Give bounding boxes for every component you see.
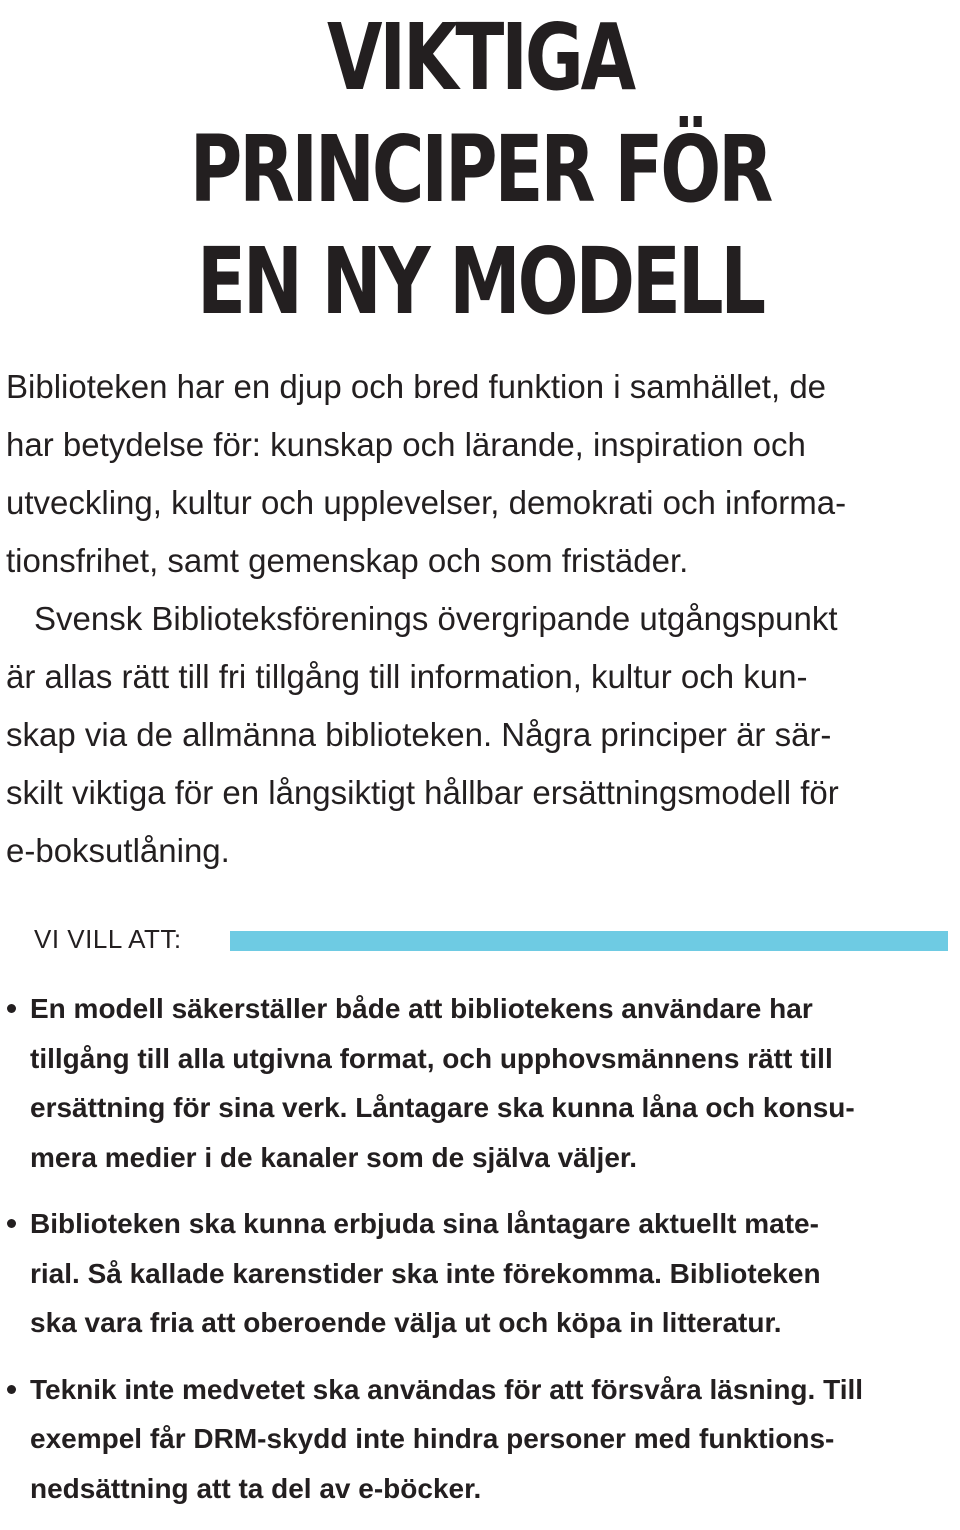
bullet-line: En modell säkerställer både att bibliotekens användare har <box>30 993 813 1024</box>
title-line: EN NY MODELL <box>196 228 764 335</box>
bullet-item <box>0 1199 948 1348</box>
bullet-line: ska vara fria att oberoende välja ut och köpa in litteratur. <box>30 1307 782 1338</box>
section-accent-bar <box>230 931 948 951</box>
page-title <box>106 0 855 338</box>
bullet-dot-icon <box>7 1385 16 1394</box>
bullet-line: ersättning för sina verk. Låntagare ska kunna låna och konsu- <box>30 1092 855 1123</box>
intro-line: skap via de allmänna biblioteken. Några principer är sär- <box>6 716 832 753</box>
bullet-line: Teknik inte medvetet ska användas för att försvåra läsning. Till <box>30 1373 864 1405</box>
bullet-dot-icon <box>7 1004 16 1013</box>
bullet-item <box>0 984 948 1182</box>
intro-line: är allas rätt till fri tillgång till information, kultur och kun- <box>6 658 808 695</box>
intro-line: skilt viktiga för en långsiktigt hållbar ersättningsmodell för <box>6 774 839 811</box>
section-header <box>34 918 950 968</box>
bullet-dot-icon <box>7 1219 16 1228</box>
bullet-line: exempel får DRM-skydd inte hindra personer med funktions- <box>30 1423 835 1454</box>
section-label: VI VILL ATT: <box>34 924 182 954</box>
intro-line: tionsfrihet, samt gemenskap och som fristäder. <box>6 542 689 579</box>
title-line: VIKTIGA <box>326 4 634 111</box>
bullet-line: tillgång till alla utgivna format, och upphovsmännens rätt till <box>30 1042 833 1074</box>
bullet-list <box>0 984 960 1530</box>
intro-line: e-boksutlåning. <box>6 832 230 869</box>
bullet-line: mera medier i de kanaler som de själva väljer. <box>30 1141 638 1173</box>
intro-line: Svensk Biblioteksförenings övergripande utgångspunkt <box>34 600 838 637</box>
title-line: PRINCIPER FÖR <box>189 116 771 223</box>
bullet-line: Biblioteken ska kunna erbjuda sina låntagare aktuellt mate- <box>30 1208 819 1239</box>
intro-line: utveckling, kultur och upplevelser, demokrati och informa- <box>6 484 847 521</box>
intro-line: har betydelse för: kunskap och lärande, inspiration och <box>6 426 806 463</box>
intro-line: Biblioteken har en djup och bred funktion i samhället, de <box>6 368 827 405</box>
bullet-line: nedsättning att ta del av e-böcker. <box>30 1472 482 1504</box>
bullet-line: rial. Så kallade karenstider ska inte förekomma. Biblioteken <box>30 1257 821 1289</box>
bullet-item <box>0 1365 948 1514</box>
intro-paragraph <box>6 358 950 880</box>
